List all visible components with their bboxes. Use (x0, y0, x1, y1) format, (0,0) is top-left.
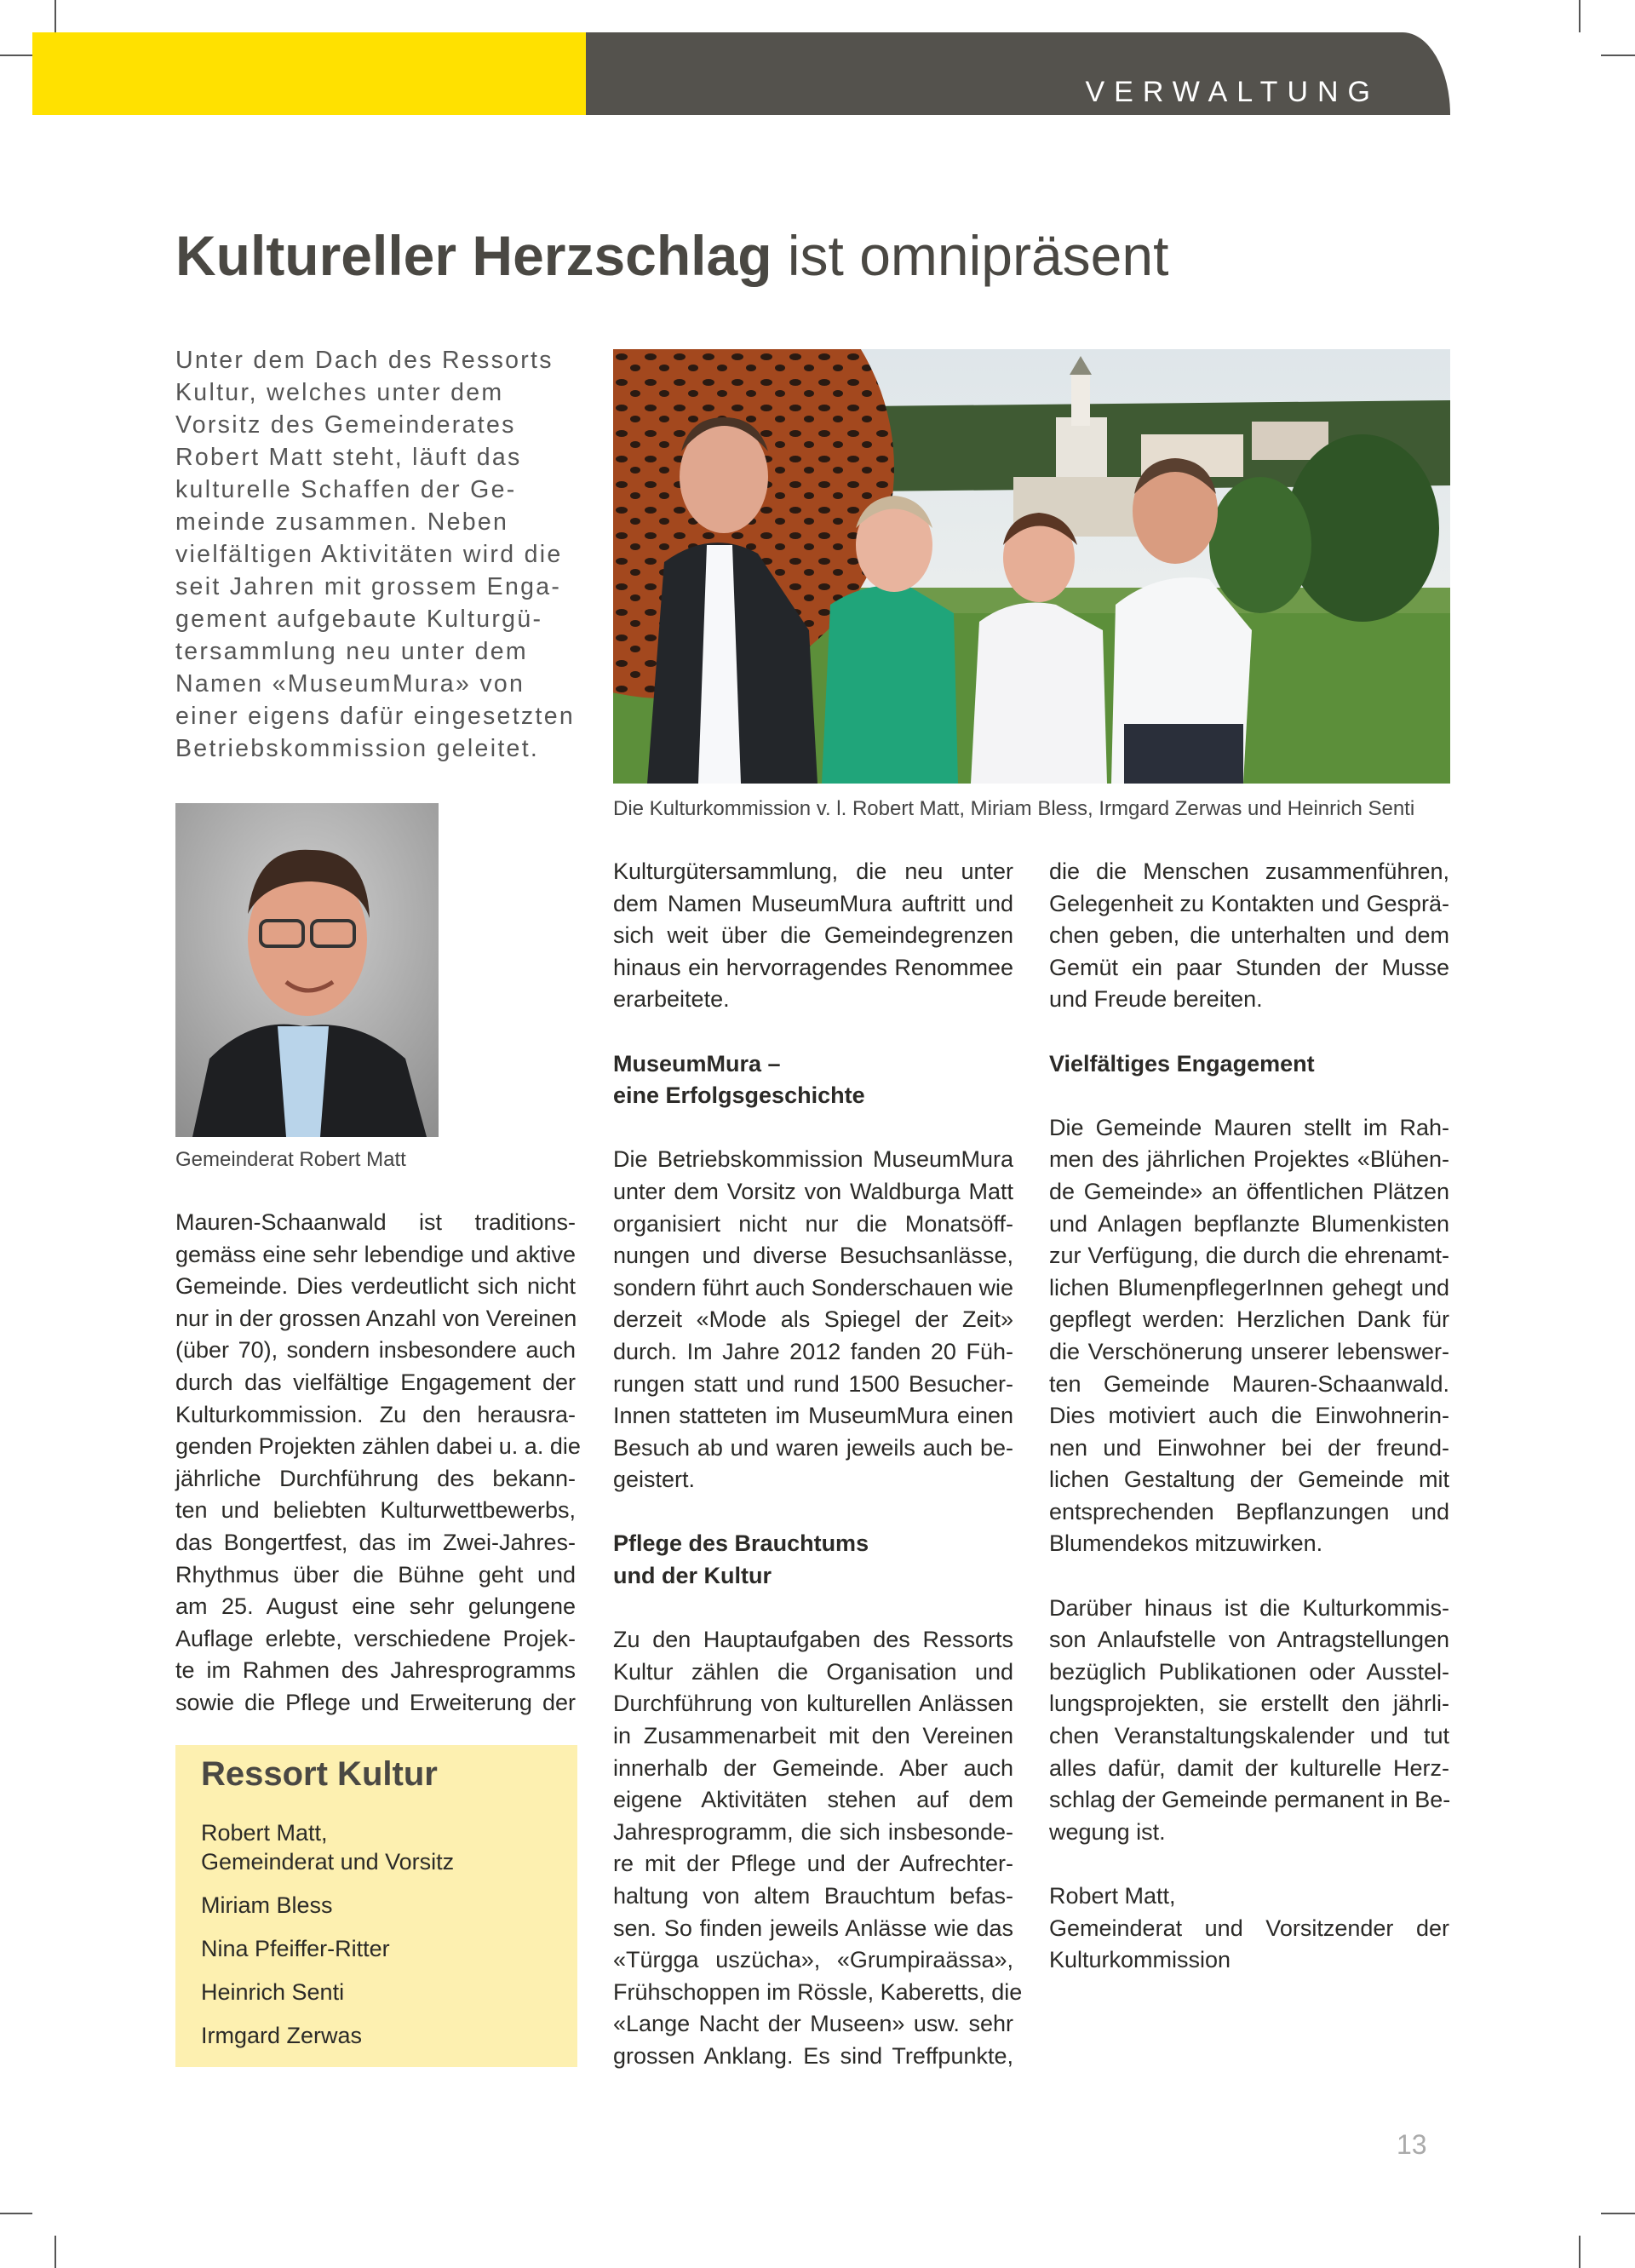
text-line: bezüglich Publikationen oder Ausstel- (1049, 1658, 1449, 1685)
text-line: dem Namen MuseumMura auftritt und (613, 890, 1013, 916)
text-line: ten Gemeinde Mauren-Schaanwald. (1049, 1370, 1449, 1397)
box-member: Heinrich Senti (201, 1979, 345, 2005)
text-line: son Anlaufstelle von Antragstellungen (1049, 1627, 1449, 1653)
crop-mark (54, 2236, 56, 2268)
box-title: Ressort Kultur (201, 1755, 438, 1793)
intro-line: Vorsitz des Gemeinderates (175, 411, 516, 439)
box-member: Irmgard Zerwas (201, 2023, 363, 2048)
text-line: grossen Anklang. Es sind Treffpunkte, (613, 2042, 1013, 2069)
text-line: Zu den Hauptaufgaben des Ressorts (613, 1627, 1013, 1653)
crop-mark (1579, 2236, 1580, 2268)
portrait-caption: Gemeinderat Robert Matt (175, 1148, 406, 1171)
text-line: sowie die Pflege und Erweiterung der (175, 1689, 576, 1715)
text-line: die Verschönerung unserer lebenswer- (1049, 1338, 1449, 1364)
text-line: schlag der Gemeinde permanent in Be- (1049, 1787, 1451, 1813)
text-line: Darüber hinaus ist die Kulturkommis- (1049, 1594, 1449, 1621)
intro-paragraph (175, 344, 576, 765)
text-line: zur Verfügung, die durch die ehrenamt- (1049, 1243, 1449, 1269)
text-line: Mauren-Schaanwald ist traditions- (175, 1209, 576, 1235)
text-line: chen geben, die unterhalten und dem (1049, 922, 1449, 949)
text-line: die die Menschen zusammenführen, (1049, 858, 1449, 884)
column-1-text (175, 1207, 581, 1720)
intro-line: gement aufgebaute Kulturgü- (175, 606, 543, 633)
text-line: gemäss eine sehr lebendige und aktive (175, 1241, 576, 1267)
signature-line: Robert Matt, (1049, 1883, 1176, 1909)
text-line: Kulturkommission. Zu den herausra- (175, 1401, 576, 1427)
box-member: Robert Matt, (201, 1820, 328, 1846)
text-line: chen Veranstaltungskalender und tut (1049, 1723, 1449, 1749)
text-line: Innen statteten im MuseumMura einen (613, 1403, 1013, 1429)
text-line: Gelegenheit zu Kontakten und Gesprä- (1049, 890, 1449, 916)
text-line: eigene Aktivitäten stehen auf dem (613, 1787, 1013, 1813)
text-line: nungen und diverse Besuchsanlässe, (613, 1243, 1013, 1269)
text-line: men des jährlichen Projektes «Blühen- (1049, 1146, 1449, 1173)
text-line: sen. So finden jeweils Anlässe wie das (613, 1915, 1013, 1941)
intro-line: einer eigens dafür eingesetzten (175, 703, 575, 730)
text-line: Die Betriebskommission MuseumMura (613, 1146, 1013, 1173)
text-line: derzeit «Mode als Spiegel der Zeit» (613, 1306, 1013, 1333)
intro-line: Namen «MuseumMura» von (175, 670, 525, 698)
subheading: MuseumMura – (613, 1050, 781, 1077)
text-line: Blumendekos mitzuwirken. (1049, 1530, 1323, 1557)
text-line: haltung von altem Brauchtum befas- (613, 1883, 1013, 1909)
text-line: gepflegt werden: Herzlichen Dank für (1049, 1306, 1449, 1333)
intro-line: vielfältigen Aktivitäten wird die (175, 541, 563, 568)
text-line: Dies motiviert auch die Einwohnerin- (1049, 1403, 1449, 1429)
text-line: te im Rahmen des Jahresprogramms (175, 1657, 576, 1684)
group-photo (613, 349, 1450, 784)
title-rest: ist omnipräsent (772, 224, 1169, 287)
signature-line: Gemeinderat und Vorsitzender der (1049, 1915, 1449, 1941)
text-line: sich weit über die Gemeindegrenzen (613, 922, 1013, 949)
text-line: Kulturgütersammlung, die neu unter (613, 858, 1013, 884)
text-line: (über 70), sondern insbesondere auch (175, 1337, 576, 1364)
page-title (175, 223, 1453, 288)
section-label: VERWALTUNG (1085, 76, 1380, 108)
page-number: 13 (1397, 2129, 1427, 2160)
signature-line: Kulturkommission (1049, 1947, 1231, 1973)
text-line: erarbeitete. (613, 986, 730, 1013)
text-line: alles dafür, damit der kulturelle Herz- (1049, 1754, 1449, 1781)
intro-line: tersammlung neu unter dem (175, 638, 528, 665)
text-line: Gemüt ein paar Stunden der Musse (1049, 954, 1449, 980)
crop-mark (1579, 0, 1580, 32)
box-member: Miriam Bless (201, 1892, 333, 1918)
intro-line: meinde zusammen. Neben (175, 508, 509, 536)
text-line: de Gemeinde» an öffentlichen Plätzen (1049, 1178, 1449, 1204)
header-accent-bar (32, 32, 586, 115)
intro-line: kulturelle Schaffen der Ge- (175, 476, 517, 503)
crop-mark (54, 0, 56, 32)
text-line: Kultur zählen die Organisation und (613, 1658, 1013, 1685)
text-line: Auflage erlebte, verschiedene Projek- (175, 1625, 576, 1651)
text-line: und Freude bereiten. (1049, 986, 1263, 1013)
title-bold: Kultureller Herzschlag (175, 224, 772, 287)
text-line: genden Projekten zählen dabei u. a. die (175, 1433, 581, 1460)
text-line: Die Gemeinde Mauren stellt im Rah- (1049, 1114, 1449, 1140)
intro-line: Kultur, welches unter dem (175, 379, 504, 406)
text-line: unter dem Vorsitz von Waldburga Matt (613, 1178, 1013, 1204)
crop-mark (0, 55, 32, 56)
text-line: re mit der Pflege und der Aufrechter- (613, 1851, 1013, 1877)
intro-line: Betriebskommission geleitet. (175, 735, 540, 762)
text-line: lichen BlumenpflegerInnen gehegt und (1049, 1274, 1449, 1301)
text-line: jährliche Durchführung des bekann- (175, 1465, 576, 1491)
text-line: lungsprojekten, sie erstellt den jährli- (1049, 1691, 1449, 1717)
intro-line: Robert Matt steht, läuft das (175, 444, 522, 471)
intro-line: Unter dem Dach des Ressorts (175, 347, 554, 374)
text-line: Jahresprogramm, die sich insbesonde- (613, 1818, 1013, 1845)
text-line: und Anlagen bepflanzte Blumenkisten (1049, 1210, 1449, 1237)
crop-mark (0, 2213, 32, 2214)
text-line: sondern führt auch Sonderschauen wie (613, 1274, 1013, 1301)
text-line: am 25. August eine sehr gelungene (175, 1593, 576, 1620)
crop-mark (1601, 2213, 1635, 2214)
subheading: Pflege des Brauchtums (613, 1530, 869, 1557)
text-line: durch. Im Jahre 2012 fanden 20 Füh- (613, 1338, 1013, 1364)
text-line: nen und Einwohner bei der freund- (1049, 1434, 1449, 1461)
photo-caption: Die Kulturkommission v. l. Robert Matt, Miriam Bless, Irmgard Zerwas und Heinrich Senti (613, 797, 1415, 820)
column-3-text (1049, 856, 1449, 1977)
text-line: entsprechenden Bepflanzungen und (1049, 1498, 1449, 1524)
text-line: Frühschoppen im Rössle, Kaberetts, die (613, 1978, 1023, 2005)
text-line: lichen Gestaltung der Gemeinde mit (1049, 1467, 1449, 1493)
text-line: Rhythmus über die Bühne geht und (175, 1561, 576, 1588)
text-line: innerhalb der Gemeinde. Aber auch (613, 1754, 1013, 1781)
subheading: eine Erfolgsgeschichte (613, 1082, 865, 1109)
text-line: Gemeinde. Dies verdeutlicht sich nicht (175, 1273, 576, 1300)
text-line: das Bongertfest, das im Zwei-Jahres- (175, 1529, 576, 1555)
text-line: «Türgga uszücha», «Grumpiraässa», (613, 1947, 1013, 1973)
text-line: nur in der grossen Anzahl von Vereinen (175, 1305, 577, 1331)
crop-mark (1601, 55, 1635, 56)
box-member: Gemeinderat und Vorsitz (201, 1849, 455, 1875)
text-line: Besuch ab und waren jeweils auch be- (613, 1434, 1013, 1461)
intro-line: seit Jahren mit grossem Enga- (175, 573, 562, 600)
column-2-text (613, 856, 1023, 2073)
text-line: Durchführung von kulturellen Anlässen (613, 1691, 1013, 1717)
text-line: geistert. (613, 1467, 696, 1493)
subheading: Vielfältiges Engagement (1049, 1050, 1315, 1077)
text-line: ten und beliebten Kulturwettbewerbs, (175, 1497, 576, 1524)
text-line: in Zusammenarbeit mit den Vereinen (613, 1723, 1013, 1749)
box-member: Nina Pfeiffer-Ritter (201, 1936, 390, 1961)
text-line: hinaus ein hervorragendes Renommee (613, 954, 1013, 980)
text-line: durch das vielfältige Engagement der (175, 1369, 576, 1395)
text-line: «Lange Nacht der Museen» usw. sehr (613, 2011, 1013, 2037)
text-line: rungen statt und rund 1500 Besucher- (613, 1370, 1013, 1397)
portrait-photo (175, 803, 439, 1137)
text-line: wegung ist. (1049, 1818, 1166, 1845)
text-line: organisiert nicht nur die Monatsöff- (613, 1210, 1013, 1237)
subheading: und der Kultur (613, 1563, 772, 1589)
